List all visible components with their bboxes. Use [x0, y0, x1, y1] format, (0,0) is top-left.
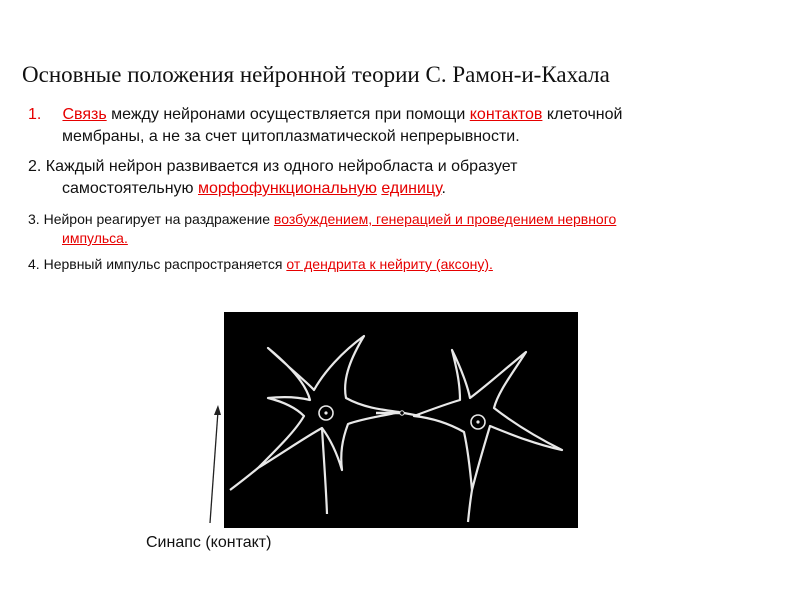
figure-caption: Синапс (контакт): [146, 534, 272, 551]
item-number: 3.: [28, 211, 40, 227]
dendrite: [322, 428, 327, 514]
highlight-term: Связь: [62, 106, 107, 123]
line-2: [28, 178, 788, 200]
highlight-term: импульса.: [62, 230, 128, 246]
line-1: [28, 104, 788, 126]
dendrite: [230, 468, 258, 490]
list-item-2: [28, 156, 788, 200]
item-text: самостоятельную: [62, 180, 198, 197]
neurons-illustration: [224, 312, 578, 528]
item-text: Каждый нейрон развивается из одного нейробласта и образует: [41, 158, 518, 175]
line-1: [28, 156, 788, 178]
highlight-term: контактов: [469, 106, 543, 123]
item-number: 4.: [28, 256, 40, 272]
neuron-left: [258, 336, 399, 470]
item-number: 1.: [28, 106, 42, 123]
item-text: между нейронами осуществляется при помощи: [106, 106, 470, 123]
highlight-term: возбуждением, генерацией и проведением нервного: [273, 211, 617, 227]
pointer-arrow: [205, 405, 225, 525]
page-title: Основные положения нейронной теории С. Рамон-и-Кахала: [22, 62, 610, 87]
highlight-term: единицу: [381, 180, 442, 197]
list-item-3: [28, 210, 798, 248]
item-number: 2.: [28, 158, 42, 175]
item-text: Нейрон реагирует на раздражение: [39, 211, 274, 227]
line-2: [28, 229, 798, 248]
highlight-term: морфофункциональную: [197, 180, 377, 197]
list-item-4: [28, 255, 798, 274]
item-text: клеточной: [542, 106, 623, 123]
item-text: .: [441, 180, 446, 197]
line-1: [28, 210, 798, 229]
neuron-synapse-figure: [224, 312, 578, 528]
dendrite: [468, 490, 472, 522]
item-text-continued: мембраны, а не за счет цитоплазматической непрерывности.: [62, 128, 520, 145]
neuron-right: [414, 350, 562, 490]
highlight-term: от дендрита к нейриту (аксону).: [286, 256, 493, 272]
item-text: Нервный импульс распространяется: [39, 256, 287, 272]
list-item-1: [28, 104, 788, 148]
